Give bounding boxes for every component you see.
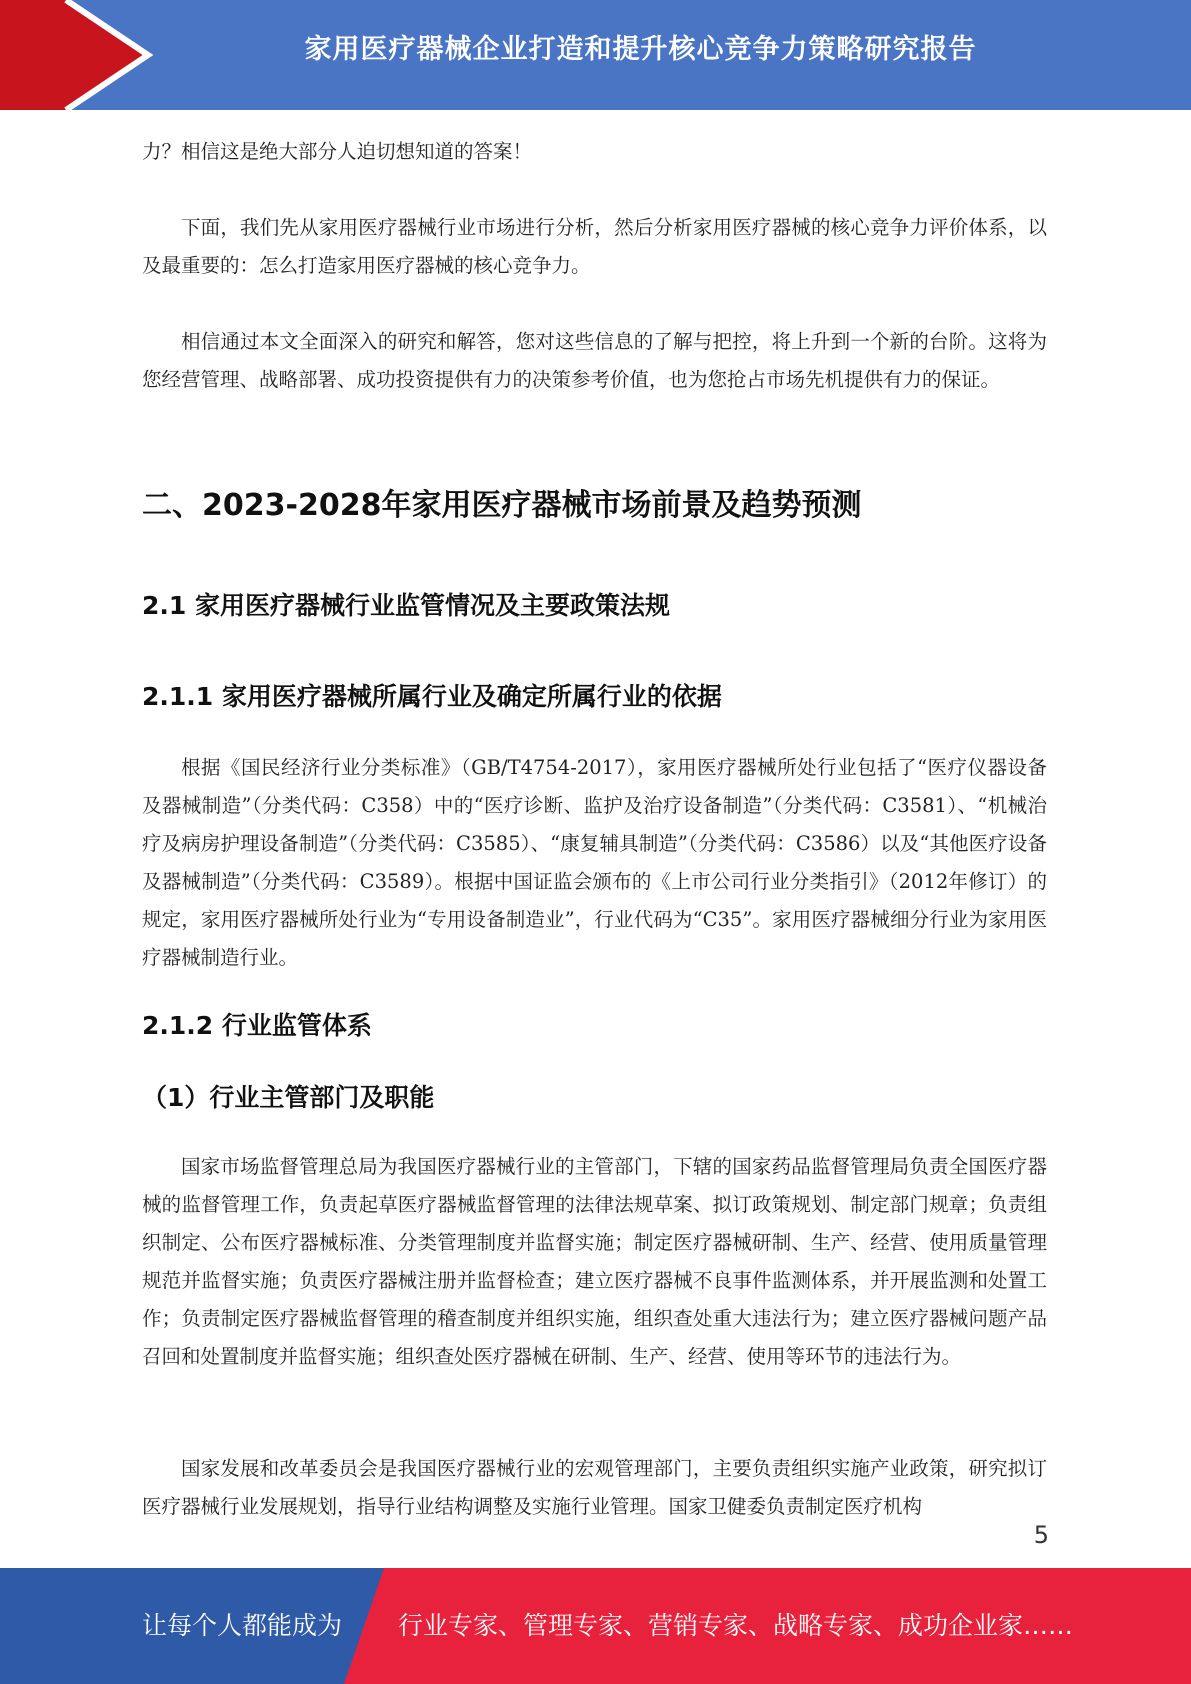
page-number: 5	[1033, 1521, 1049, 1549]
heading-sub-1: （1）行业主管部门及职能	[142, 1083, 435, 1112]
heading-2-1: 2.1 家用医疗器械行业监管情况及主要政策法规	[142, 591, 670, 620]
paragraph-overview: 下面，我们先从家用医疗器械行业市场进行分析，然后分析家用医疗器械的核心竞争力评价体系，以及最重要的：怎么打造家用医疗器械的核心竞争力。	[142, 216, 1047, 277]
report-title: 家用医疗器械企业打造和提升核心竞争力策略研究报告	[304, 34, 977, 65]
footer-slogan-left: 让每个人都能成为	[142, 1611, 343, 1640]
heading-2-1-1: 2.1.1 家用医疗器械所属行业及确定所属行业的依据	[142, 682, 722, 711]
paragraph-ndrc: 国家发展和改革委员会是我国医疗器械行业的宏观管理部门，主要负责组织实施产业政策，研究拟订医疗器械行业发展规划，指导行业结构调整及实施行业管理。国家卫健委负责制定医疗机构	[142, 1457, 1047, 1518]
paragraph-intro-end: 力？相信这是绝大部分人迫切想知道的答案！	[142, 140, 533, 163]
paragraph-regulator: 国家市场监督管理总局为我国医疗器械行业的主管部门，下辖的国家药品监督管理局负责全国医疗器械的监督管理工作，负责起草医疗器械监督管理的法律法规草案、拟订政策规划、制定部门规章；负责组织制定、公布医疗器械标准、分类管理制度并监督实施；制定医疗器械研制、生产、经营、使用质量管理规范并监督实施；负责医疗器械注册并监督检查；建立医疗器械不良事件监测体系，并开展监测和处置工作；负责制定医疗器械监督管理的稽查制度并组织实施，组织查处重大违法行为；建立医疗器械问题产品召回和处置制度并监督实施；组织查处医疗器械在研制、生产、经营、使用等环节的违法行为。	[142, 1155, 1047, 1368]
paragraph-value: 相信通过本文全面深入的研究和解答，您对这些信息的了解与把控，将上升到一个新的台阶。这将为您经营管理、战略部署、成功投资提供有力的决策参考价值，也为您抢占市场先机提供有力的保证。	[142, 330, 1047, 391]
section-heading-2: 二、2023-2028年家用医疗器械市场前景及趋势预测	[142, 488, 862, 523]
page-footer	[0, 1568, 1191, 1684]
page-header	[0, 0, 1191, 110]
header-arrow-red	[0, 0, 148, 110]
paragraph-industry-classification: 根据《国民经济行业分类标准》（GB/T4754-2017），家用医疗器械所处行业包括了“医疗仪器设备及器械制造”（分类代码：C358）中的“医疗诊断、监护及治疗设备制造”（分类代码：C3581）、“机械治疗及病房护理设备制造”（分类代码：C3585）、“康复辅具制造”（分类代码：C3586）以及“其他医疗设备及器械制造”（分类代码：C3589）。根据中国证监会颁布的《上市公司行业分类指引》（2012年修订）的规定，家用医疗器械所处行业为“专用设备制造业”，行业代码为“C35”。家用医疗器械细分行业为家用医疗器械制造行业。	[142, 756, 1047, 969]
footer-slogan-right: 行业专家、管理专家、营销专家、战略专家、成功企业家……	[398, 1611, 1074, 1640]
heading-2-1-2: 2.1.2 行业监管体系	[142, 1011, 372, 1040]
